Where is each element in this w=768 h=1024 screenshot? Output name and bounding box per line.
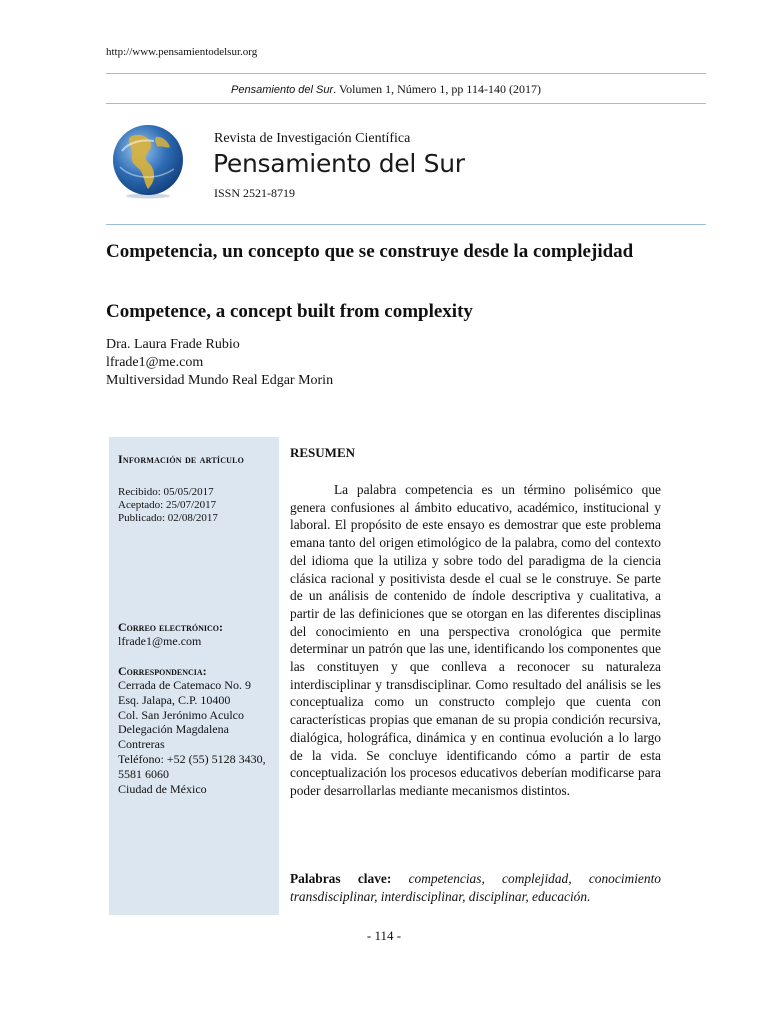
address-line: Cerrada de Catemaco No. 9 [118, 678, 251, 692]
citation-journal: Pensamiento del Sur [231, 84, 334, 96]
correspondence-heading-text: Correspondencia: [118, 664, 207, 678]
phone-line: Teléfono: +52 (55) 5128 3430, 5581 6060 [118, 751, 266, 781]
correspondence-heading [118, 664, 207, 679]
page-number: - 114 - [366, 928, 402, 943]
journal-subtitle: Revista de Investigación Científica [214, 131, 411, 146]
contact-email[interactable]: lfrade1@me.com [118, 634, 202, 648]
email-heading [118, 620, 223, 635]
address-line: Ciudad de México [118, 781, 207, 796]
author-name: Dra. Laura Frade Rubio [106, 337, 240, 352]
journal-name: Pensamiento del Sur [213, 149, 465, 178]
article-title-es: Competencia, un concepto que se construye desde la complejidad [106, 241, 634, 262]
address-line: Col. San Jerónimo Aculco [118, 707, 244, 722]
masthead-rule [106, 224, 706, 225]
article-dates [118, 486, 218, 525]
article-info-heading-text: Información de artículo [118, 452, 245, 466]
author-block [106, 336, 333, 390]
address-line: Delegación Magdalena Contreras [118, 722, 229, 752]
address-line: Esq. Jalapa, C.P. 10400 [118, 692, 231, 707]
keywords [290, 870, 661, 905]
article-info-heading [118, 452, 244, 467]
author-email[interactable]: lfrade1@me.com [106, 355, 204, 370]
keywords-values: competencias, complejidad, conocimiento transdisciplinar, interdisciplinar, disciplinar, educación. [290, 871, 661, 904]
abstract-text: La palabra competencia es un término polisémico que genera confusiones al ámbito educativo, académico, institucional y laboral. El propósito de este ensayo es demostrar que este problema emana tanto del origen etimológico de la palabra, como del contexto del idioma que la utiliza y sobre todo del paradigma de la ciencia clásica racional y positivista desde el cual se le construye. Se parte de un análisis de contenido de índole descriptiva y cualitativa, a partir de las definiciones que se otorgan en las diferentes disciplinas del conocimiento en una perspectiva cronológica que permite determinar un patrón que las une, identificando los componentes que las constituyen y que conlleva a reconocer su naturaleza interdisciplinar y transdisciplinar. Como resultado del análisis se les conceptualiza como un constructo complejo que cuenta con características propias que emanan de su propia condición recursiva, dialógica, holográfica, dinámica y en continua evolución a lo largo de la vida. Se concluye identificando cómo a partir de esta conceptualización los procesos educativos deberían modificarse para poder desarrollarlas mediante mecanismos distintos. [290, 482, 661, 798]
date-accepted: Aceptado: 25/07/2017 [118, 499, 217, 511]
citation-details: . Volumen 1, Número 1, pp 114-140 (2017) [333, 82, 541, 96]
header-rule-top [106, 73, 706, 74]
header-rule-bottom [106, 103, 706, 104]
date-received: Recibido: 05/05/2017 [118, 486, 214, 498]
email-heading-text: Correo electrónico: [118, 620, 224, 634]
author-affiliation: Multiversidad Mundo Real Edgar Morin [106, 373, 334, 388]
abstract-heading: RESUMEN [290, 445, 356, 460]
citation-line [106, 82, 666, 97]
keywords-label: Palabras clave: [290, 871, 392, 886]
article-title-en: Competence, a concept built from complexity [106, 301, 473, 322]
journal-url[interactable]: http://www.pensamientodelsur.org [106, 46, 258, 58]
correspondence-address [118, 678, 276, 796]
issn: ISSN 2521-8719 [214, 186, 296, 200]
globe-logo-icon [110, 123, 186, 199]
date-published: Publicado: 02/08/2017 [118, 512, 218, 524]
